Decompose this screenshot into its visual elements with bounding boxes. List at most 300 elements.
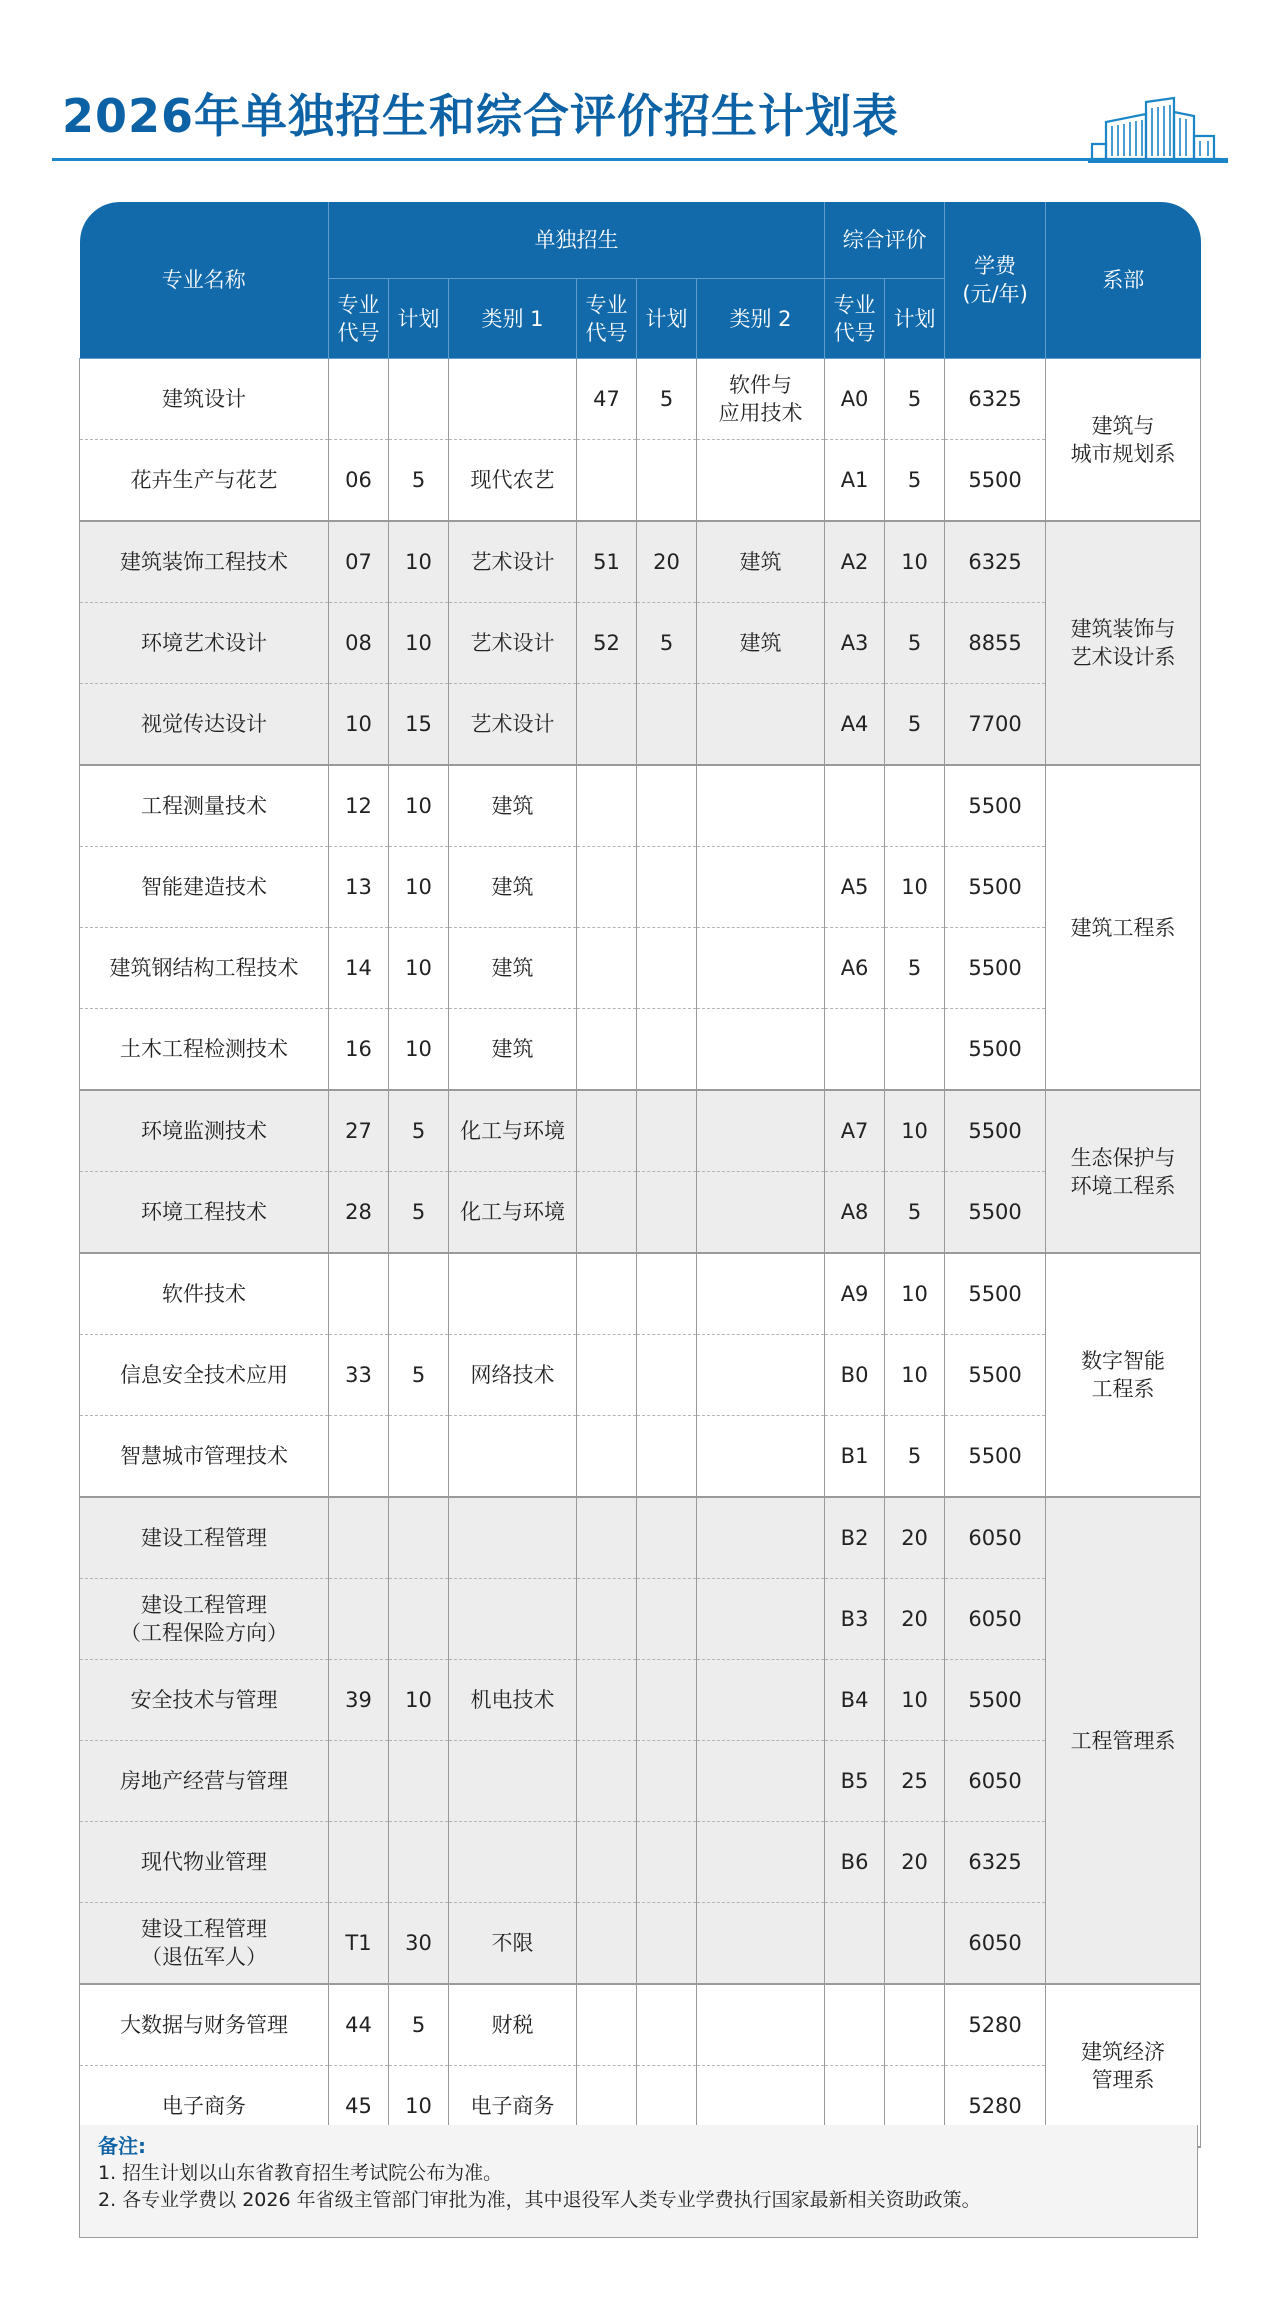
table-row xyxy=(80,684,1201,766)
cell-code-1 xyxy=(329,1741,389,1822)
code-3-text: B2 xyxy=(840,1526,869,1550)
fee-text: 6050 xyxy=(968,1931,1022,1955)
cell-plan-1 xyxy=(389,1335,449,1416)
code-1-text: 10 xyxy=(345,712,372,736)
plan-1-text: 15 xyxy=(405,712,432,736)
cell-code-3 xyxy=(825,521,885,603)
cell-major-name xyxy=(80,1172,329,1254)
cell-code-1 xyxy=(329,928,389,1009)
cell-plan-1 xyxy=(389,1172,449,1254)
table-row xyxy=(80,603,1201,684)
cell-plan-1 xyxy=(389,440,449,522)
category-1-text: 财税 xyxy=(491,2013,534,2037)
cell-category-2 xyxy=(697,928,825,1009)
cell-category-2 xyxy=(697,521,825,603)
header-plan-2: 计划 xyxy=(637,279,697,359)
cell-category-1 xyxy=(449,440,577,522)
cell-plan-3 xyxy=(885,1660,945,1741)
cell-category-2 xyxy=(697,1984,825,2066)
plan-3-text: 10 xyxy=(901,1282,928,1306)
cell-code-3 xyxy=(825,847,885,928)
cell-fee xyxy=(945,1984,1046,2066)
cell-code-2 xyxy=(577,1416,637,1498)
cell-plan-3 xyxy=(885,440,945,522)
plan-3-text: 10 xyxy=(901,1119,928,1143)
cell-major-name xyxy=(80,847,329,928)
cell-code-3 xyxy=(825,440,885,522)
cell-plan-3 xyxy=(885,847,945,928)
cell-category-1 xyxy=(449,359,577,440)
plan-3-text: 5 xyxy=(907,1200,922,1224)
header-code-2-text: 专业 代号 xyxy=(585,292,628,345)
major-name-text: 建筑装饰工程技术 xyxy=(120,550,288,574)
department-name: 数字智能 工程系 xyxy=(1081,1349,1166,1401)
plan-3-text: 5 xyxy=(907,1444,922,1468)
code-2-text: 51 xyxy=(593,550,620,574)
department-name: 工程管理系 xyxy=(1070,1728,1176,1753)
major-name-text: 建筑设计 xyxy=(162,387,246,411)
cell-plan-3 xyxy=(885,684,945,766)
code-3-text: A7 xyxy=(840,1119,869,1143)
plan-3-text: 5 xyxy=(907,387,922,411)
category-1-text: 建筑 xyxy=(491,794,534,818)
major-name-text: 环境艺术设计 xyxy=(141,631,267,655)
cell-plan-2 xyxy=(637,1741,697,1822)
major-name-text: 建设工程管理 （退伍军人） xyxy=(141,1917,267,1969)
code-1-text: T1 xyxy=(345,1931,372,1955)
fee-text: 5500 xyxy=(968,468,1022,492)
fee-text: 6325 xyxy=(968,550,1022,574)
cell-category-1 xyxy=(449,1416,577,1498)
fee-text: 5500 xyxy=(968,956,1022,980)
plan-1-text: 30 xyxy=(405,1931,432,1955)
cell-major-name xyxy=(80,1579,329,1660)
code-1-text: 45 xyxy=(345,2094,372,2118)
cell-plan-2 xyxy=(637,1660,697,1741)
cell-plan-3 xyxy=(885,1497,945,1579)
header-code-1 xyxy=(329,279,389,359)
fee-text: 8855 xyxy=(968,631,1022,655)
category-1-text: 化工与环境 xyxy=(460,1200,565,1224)
cell-category-1 xyxy=(449,1253,577,1335)
code-2-text: 47 xyxy=(593,387,620,411)
cell-major-name xyxy=(80,359,329,440)
cell-plan-2 xyxy=(637,1009,697,1091)
cell-plan-1 xyxy=(389,1822,449,1903)
cell-plan-1 xyxy=(389,684,449,766)
cell-code-3 xyxy=(825,1090,885,1172)
code-1-text: 06 xyxy=(345,468,372,492)
fee-text: 5500 xyxy=(968,1363,1022,1387)
cell-plan-2 xyxy=(637,1903,697,1985)
category-1-text: 化工与环境 xyxy=(460,1119,565,1143)
header-major-name: 专业名称 xyxy=(80,202,329,359)
table-row xyxy=(80,847,1201,928)
cell-major-name xyxy=(80,1822,329,1903)
cell-code-2 xyxy=(577,1497,637,1579)
plan-1-text: 10 xyxy=(405,875,432,899)
cell-plan-1 xyxy=(389,847,449,928)
cell-fee xyxy=(945,1660,1046,1741)
table-row xyxy=(80,1822,1201,1903)
code-1-text: 08 xyxy=(345,631,372,655)
table-row xyxy=(80,1090,1201,1172)
cell-fee xyxy=(945,1497,1046,1579)
cell-category-2 xyxy=(697,603,825,684)
cell-plan-3 xyxy=(885,1822,945,1903)
major-name-text: 土木工程检测技术 xyxy=(120,1037,288,1061)
cell-plan-1 xyxy=(389,1253,449,1335)
plan-1-text: 5 xyxy=(411,1200,426,1224)
major-name-text: 环境工程技术 xyxy=(141,1200,267,1224)
cell-fee xyxy=(945,765,1046,847)
cell-code-1 xyxy=(329,440,389,522)
cell-code-2 xyxy=(577,684,637,766)
table-row xyxy=(80,1741,1201,1822)
table-row xyxy=(80,1579,1201,1660)
cell-major-name xyxy=(80,684,329,766)
cell-major-name xyxy=(80,765,329,847)
header-plan-3: 计划 xyxy=(885,279,945,359)
cell-code-3 xyxy=(825,1416,885,1498)
category-1-text: 建筑 xyxy=(491,956,534,980)
cell-plan-2 xyxy=(637,1822,697,1903)
major-name-text: 建筑钢结构工程技术 xyxy=(109,956,299,980)
major-name-text: 信息安全技术应用 xyxy=(120,1363,288,1387)
cell-code-2 xyxy=(577,521,637,603)
code-1-text: 07 xyxy=(345,550,372,574)
category-1-text: 艺术设计 xyxy=(470,712,555,736)
department-name: 建筑工程系 xyxy=(1070,915,1176,940)
header-code-3 xyxy=(825,279,885,359)
fee-text: 5280 xyxy=(968,2013,1022,2037)
table-row xyxy=(80,1660,1201,1741)
cell-plan-1 xyxy=(389,765,449,847)
cell-category-1 xyxy=(449,847,577,928)
code-3-text: B4 xyxy=(840,1688,869,1712)
cell-department xyxy=(1046,1497,1201,1984)
category-2-text: 建筑 xyxy=(739,631,782,655)
page-title: 2026年单独招生和综合评价招生计划表 xyxy=(62,89,900,143)
cell-fee xyxy=(945,1741,1046,1822)
cell-category-2 xyxy=(697,1009,825,1091)
cell-fee xyxy=(945,1172,1046,1254)
cell-code-3 xyxy=(825,1741,885,1822)
category-1-text: 建筑 xyxy=(491,1037,534,1061)
cell-plan-3 xyxy=(885,765,945,847)
cell-code-2 xyxy=(577,440,637,522)
major-name-text: 智慧城市管理技术 xyxy=(120,1444,288,1468)
cell-major-name xyxy=(80,1090,329,1172)
cell-code-2 xyxy=(577,1822,637,1903)
code-3-text: A9 xyxy=(840,1282,869,1306)
cell-plan-2 xyxy=(637,1416,697,1498)
cell-category-1 xyxy=(449,928,577,1009)
cell-code-1 xyxy=(329,1416,389,1498)
header-category-1: 类别 1 xyxy=(449,279,577,359)
enrollment-plan-table xyxy=(79,202,1201,2148)
cell-category-1 xyxy=(449,684,577,766)
cell-plan-1 xyxy=(389,1009,449,1091)
plan-1-text: 5 xyxy=(411,2013,426,2037)
cell-code-1 xyxy=(329,521,389,603)
code-3-text: A8 xyxy=(840,1200,869,1224)
category-2-text: 软件与 应用技术 xyxy=(718,373,803,425)
category-1-text: 电子商务 xyxy=(470,2094,555,2118)
cell-plan-2 xyxy=(637,1497,697,1579)
table-row xyxy=(80,1335,1201,1416)
cell-code-3 xyxy=(825,1984,885,2066)
fee-text: 5500 xyxy=(968,1444,1022,1468)
cell-department xyxy=(1046,765,1201,1090)
cell-code-1 xyxy=(329,603,389,684)
category-1-text: 网络技术 xyxy=(470,1363,555,1387)
category-1-text: 现代农艺 xyxy=(470,468,555,492)
major-name-text: 花卉生产与花艺 xyxy=(130,468,278,492)
major-name-text: 建设工程管理 （工程保险方向） xyxy=(120,1593,288,1645)
cell-code-1 xyxy=(329,1660,389,1741)
plan-3-text: 20 xyxy=(901,1607,928,1631)
plan-3-text: 20 xyxy=(901,1526,928,1550)
code-3-text: B6 xyxy=(840,1850,869,1874)
cell-fee xyxy=(945,1903,1046,1985)
cell-plan-2 xyxy=(637,1253,697,1335)
cell-plan-2 xyxy=(637,440,697,522)
cell-major-name xyxy=(80,1741,329,1822)
department-name: 建筑经济 管理系 xyxy=(1081,2039,1166,2092)
cell-code-2 xyxy=(577,928,637,1009)
cell-plan-2 xyxy=(637,1090,697,1172)
plan-2-text: 20 xyxy=(653,550,680,574)
cell-category-1 xyxy=(449,1335,577,1416)
cell-code-2 xyxy=(577,1741,637,1822)
cell-plan-1 xyxy=(389,928,449,1009)
cell-category-2 xyxy=(697,1090,825,1172)
cell-plan-1 xyxy=(389,1497,449,1579)
table-row xyxy=(80,1497,1201,1579)
cell-category-1 xyxy=(449,1903,577,1985)
cell-code-3 xyxy=(825,1497,885,1579)
major-name-text: 软件技术 xyxy=(162,1282,246,1306)
cell-code-1 xyxy=(329,1984,389,2066)
cell-plan-2 xyxy=(637,1984,697,2066)
cell-category-2 xyxy=(697,1741,825,1822)
fee-text: 6050 xyxy=(968,1769,1022,1793)
cell-code-1 xyxy=(329,1009,389,1091)
header-fee-text: 学费 (元/年) xyxy=(962,254,1028,306)
code-1-text: 33 xyxy=(345,1363,372,1387)
plan-1-text: 10 xyxy=(405,1037,432,1061)
code-3-text: A5 xyxy=(840,875,869,899)
cell-plan-1 xyxy=(389,1579,449,1660)
table-row xyxy=(80,1253,1201,1335)
table-row xyxy=(80,521,1201,603)
table-row xyxy=(80,1009,1201,1091)
cell-plan-2 xyxy=(637,928,697,1009)
plan-1-text: 10 xyxy=(405,631,432,655)
cell-plan-1 xyxy=(389,1416,449,1498)
code-3-text: A0 xyxy=(840,387,869,411)
plan-3-text: 10 xyxy=(901,1688,928,1712)
fee-text: 5500 xyxy=(968,875,1022,899)
cell-code-2 xyxy=(577,847,637,928)
cell-code-1 xyxy=(329,359,389,440)
cell-code-3 xyxy=(825,1009,885,1091)
title-underline xyxy=(52,158,1228,161)
code-3-text: B0 xyxy=(840,1363,869,1387)
category-1-text: 艺术设计 xyxy=(470,550,555,574)
cell-plan-3 xyxy=(885,1253,945,1335)
cell-code-1 xyxy=(329,684,389,766)
cell-department xyxy=(1046,359,1201,522)
cell-code-3 xyxy=(825,1172,885,1254)
cell-plan-3 xyxy=(885,1579,945,1660)
cell-plan-1 xyxy=(389,1090,449,1172)
plan-3-text: 5 xyxy=(907,468,922,492)
cell-fee xyxy=(945,928,1046,1009)
cell-fee xyxy=(945,1579,1046,1660)
table-row xyxy=(80,1984,1201,2066)
header-comprehensive: 综合评价 xyxy=(825,202,945,279)
code-3-text: A1 xyxy=(840,468,869,492)
plan-1-text: 10 xyxy=(405,550,432,574)
cell-fee xyxy=(945,603,1046,684)
cell-code-2 xyxy=(577,603,637,684)
cell-plan-2 xyxy=(637,1172,697,1254)
cell-major-name xyxy=(80,1984,329,2066)
cell-code-3 xyxy=(825,1253,885,1335)
cell-plan-1 xyxy=(389,1984,449,2066)
cell-fee xyxy=(945,359,1046,440)
fee-text: 7700 xyxy=(968,712,1022,736)
cell-code-3 xyxy=(825,359,885,440)
header-fee xyxy=(945,202,1046,359)
cell-plan-2 xyxy=(637,521,697,603)
plan-2-text: 5 xyxy=(659,387,674,411)
plan-3-text: 10 xyxy=(901,875,928,899)
cell-category-1 xyxy=(449,1497,577,1579)
major-name-text: 电子商务 xyxy=(162,2094,246,2118)
department-name: 建筑与 城市规划系 xyxy=(1070,413,1176,466)
plan-1-text: 10 xyxy=(405,956,432,980)
cell-department xyxy=(1046,521,1201,765)
cell-category-2 xyxy=(697,359,825,440)
fee-text: 6325 xyxy=(968,1850,1022,1874)
cell-plan-2 xyxy=(637,765,697,847)
cell-code-1 xyxy=(329,1822,389,1903)
fee-text: 5500 xyxy=(968,1037,1022,1061)
code-1-text: 28 xyxy=(345,1200,372,1224)
fee-text: 6325 xyxy=(968,387,1022,411)
table-row xyxy=(80,1416,1201,1498)
cell-category-1 xyxy=(449,765,577,847)
note-item-1: 1. 招生计划以山东省教育招生考试院公布为准。 xyxy=(98,2162,503,2184)
fee-text: 5500 xyxy=(968,1119,1022,1143)
fee-text: 5500 xyxy=(968,1200,1022,1224)
cell-major-name xyxy=(80,440,329,522)
plan-1-text: 5 xyxy=(411,1363,426,1387)
cell-code-3 xyxy=(825,1660,885,1741)
cell-code-2 xyxy=(577,1009,637,1091)
cell-category-2 xyxy=(697,1822,825,1903)
cell-category-2 xyxy=(697,1172,825,1254)
cell-plan-3 xyxy=(885,1172,945,1254)
cell-plan-3 xyxy=(885,1741,945,1822)
cell-category-1 xyxy=(449,1090,577,1172)
note-item-2: 2. 各专业学费以 2026 年省级主管部门审批为准，其中退役军人类专业学费执行国家最新相关资助政策。 xyxy=(98,2189,981,2211)
cell-code-2 xyxy=(577,765,637,847)
cell-plan-3 xyxy=(885,1335,945,1416)
cell-major-name xyxy=(80,1335,329,1416)
fee-text: 5500 xyxy=(968,794,1022,818)
table-row xyxy=(80,1903,1201,1985)
cell-plan-1 xyxy=(389,1903,449,1985)
plan-1-text: 5 xyxy=(411,1119,426,1143)
code-1-text: 13 xyxy=(345,875,372,899)
fee-text: 5500 xyxy=(968,1688,1022,1712)
cell-department xyxy=(1046,1253,1201,1497)
header-department: 系部 xyxy=(1046,202,1201,359)
plan-3-text: 5 xyxy=(907,712,922,736)
cell-major-name xyxy=(80,1253,329,1335)
cell-category-2 xyxy=(697,1579,825,1660)
cell-category-2 xyxy=(697,765,825,847)
cell-plan-3 xyxy=(885,1009,945,1091)
cell-plan-3 xyxy=(885,1903,945,1985)
cell-fee xyxy=(945,521,1046,603)
cell-plan-2 xyxy=(637,1579,697,1660)
cell-category-1 xyxy=(449,1741,577,1822)
code-3-text: A2 xyxy=(840,550,869,574)
cell-department xyxy=(1046,1984,1201,2147)
cell-category-2 xyxy=(697,1335,825,1416)
cell-category-2 xyxy=(697,1497,825,1579)
code-1-text: 16 xyxy=(345,1037,372,1061)
cell-fee xyxy=(945,1009,1046,1091)
code-1-text: 27 xyxy=(345,1119,372,1143)
major-name-text: 智能建造技术 xyxy=(141,875,267,899)
header-category-2: 类别 2 xyxy=(697,279,825,359)
cell-plan-2 xyxy=(637,1335,697,1416)
plan-2-text: 5 xyxy=(659,631,674,655)
plan-1-text: 5 xyxy=(411,468,426,492)
cell-plan-3 xyxy=(885,521,945,603)
cell-fee xyxy=(945,440,1046,522)
department-name: 建筑装饰与 艺术设计系 xyxy=(1070,617,1176,669)
cell-major-name xyxy=(80,1660,329,1741)
major-name-text: 现代物业管理 xyxy=(141,1850,267,1874)
cell-major-name xyxy=(80,521,329,603)
cell-code-1 xyxy=(329,1579,389,1660)
fee-text: 5280 xyxy=(968,2094,1022,2118)
notes-box xyxy=(79,2125,1198,2238)
category-1-text: 建筑 xyxy=(491,875,534,899)
cell-code-1 xyxy=(329,1253,389,1335)
table-row xyxy=(80,1172,1201,1254)
major-name-text: 大数据与财务管理 xyxy=(120,2013,288,2037)
cell-plan-1 xyxy=(389,1741,449,1822)
cell-major-name xyxy=(80,1497,329,1579)
cell-category-2 xyxy=(697,1903,825,1985)
cell-category-1 xyxy=(449,1009,577,1091)
plan-3-text: 25 xyxy=(901,1769,928,1793)
cell-code-1 xyxy=(329,1335,389,1416)
cell-major-name xyxy=(80,1416,329,1498)
cell-major-name xyxy=(80,603,329,684)
plan-3-text: 10 xyxy=(901,1363,928,1387)
major-name-text: 工程测量技术 xyxy=(141,794,267,818)
cell-category-2 xyxy=(697,1253,825,1335)
